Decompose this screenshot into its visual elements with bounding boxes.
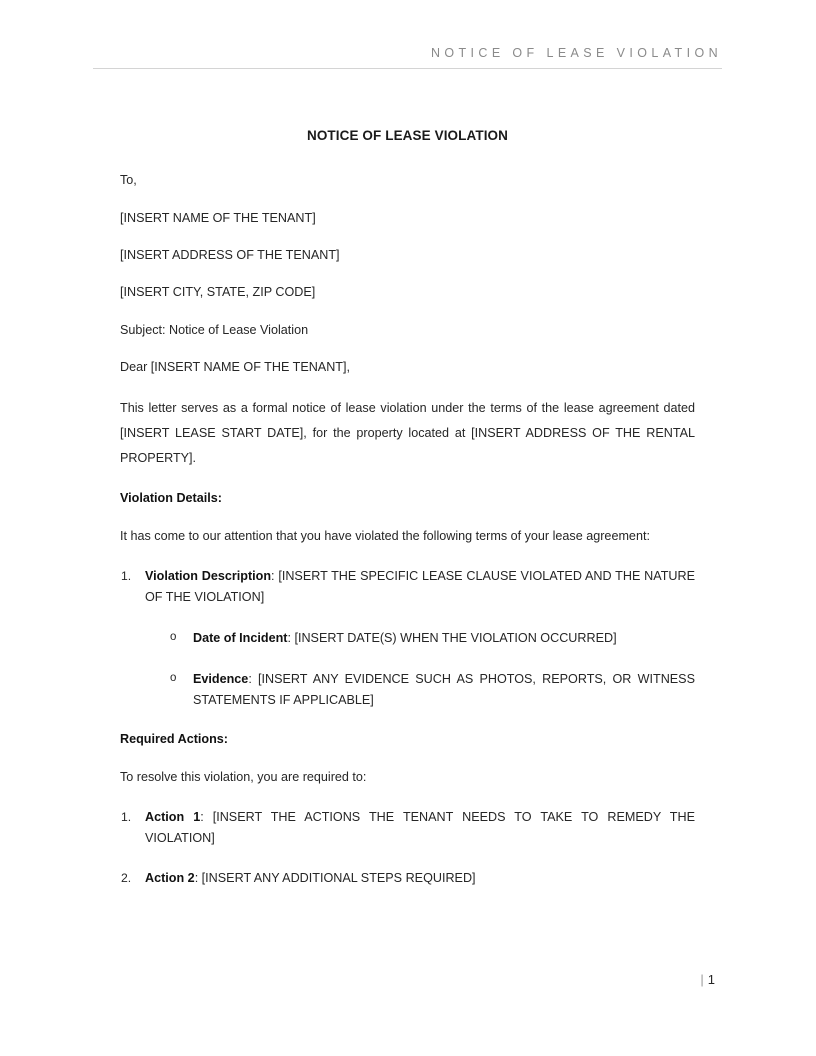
list-item-lead: Date of Incident <box>193 630 288 645</box>
list-item <box>120 628 695 649</box>
list-item-lead: Evidence <box>193 672 249 687</box>
document-body <box>120 128 695 908</box>
greeting-line: Dear [INSERT NAME OF THE TENANT], <box>120 360 350 375</box>
header-divider-rule <box>93 68 722 69</box>
action-items-list <box>120 807 695 889</box>
required-actions-intro: To resolve this violation, you are required to: <box>120 769 367 784</box>
list-item <box>120 669 695 711</box>
required-actions-heading: Required Actions: <box>120 732 228 747</box>
recipient-city-state-zip: [INSERT CITY, STATE, ZIP CODE] <box>120 285 316 300</box>
running-header <box>93 44 722 62</box>
list-item-text: : [INSERT ANY EVIDENCE SUCH AS PHOTOS, REPORTS, OR WITNESS STATEMENTS IF APPLICABLE] <box>193 672 695 708</box>
list-marker: o <box>170 630 177 643</box>
list-marker: 2. <box>121 871 132 886</box>
list-item-text: : [INSERT THE SPECIFIC LEASE CLAUSE VIOLATED AND THE NATURE OF THE VIOLATION] <box>145 568 695 604</box>
list-item-lead: Action 1 <box>145 809 201 824</box>
list-item-lead: Action 2 <box>145 871 195 886</box>
list-item-lead: Violation Description <box>145 568 272 583</box>
list-item <box>120 807 695 849</box>
list-item-text: : [INSERT THE ACTIONS THE TENANT NEEDS TO TAKE TO REMEDY THE VIOLATION] <box>145 809 695 846</box>
salutation-to: To, <box>120 173 137 188</box>
list-marker: o <box>170 672 177 685</box>
list-item-text: : [INSERT ANY ADDITIONAL STEPS REQUIRED] <box>194 871 476 886</box>
list-item-text: : [INSERT DATE(S) WHEN THE VIOLATION OCCURRED] <box>287 630 617 645</box>
violation-subitems-list <box>120 628 695 711</box>
violation-details-heading: Violation Details: <box>120 491 222 506</box>
page-title: NOTICE OF LEASE VIOLATION <box>306 128 508 143</box>
list-item <box>120 566 695 608</box>
list-marker: 1. <box>121 568 132 583</box>
violation-items-list <box>120 566 695 608</box>
list-item <box>120 868 695 889</box>
violation-intro-text: It has come to our attention that you have violated the following terms of your lease agreement: <box>120 528 650 543</box>
footer-separator: | <box>700 972 704 987</box>
recipient-name: [INSERT NAME OF THE TENANT] <box>120 210 316 225</box>
footer-page-number: 1 <box>707 972 715 987</box>
subject-line: Subject: Notice of Lease Violation <box>120 322 309 337</box>
page-footer <box>120 972 715 987</box>
opening-paragraph: This letter serves as a formal notice of lease violation under the terms of the lease agreement dated [INSERT LEASE START DATE], for the property located at [INSERT ADDRESS OF THE RENTAL PROPERTY]. <box>120 401 695 465</box>
list-marker: 1. <box>121 809 132 824</box>
recipient-address: [INSERT ADDRESS OF THE TENANT] <box>120 247 340 262</box>
running-header-title: NOTICE OF LEASE VIOLATION <box>430 46 722 60</box>
